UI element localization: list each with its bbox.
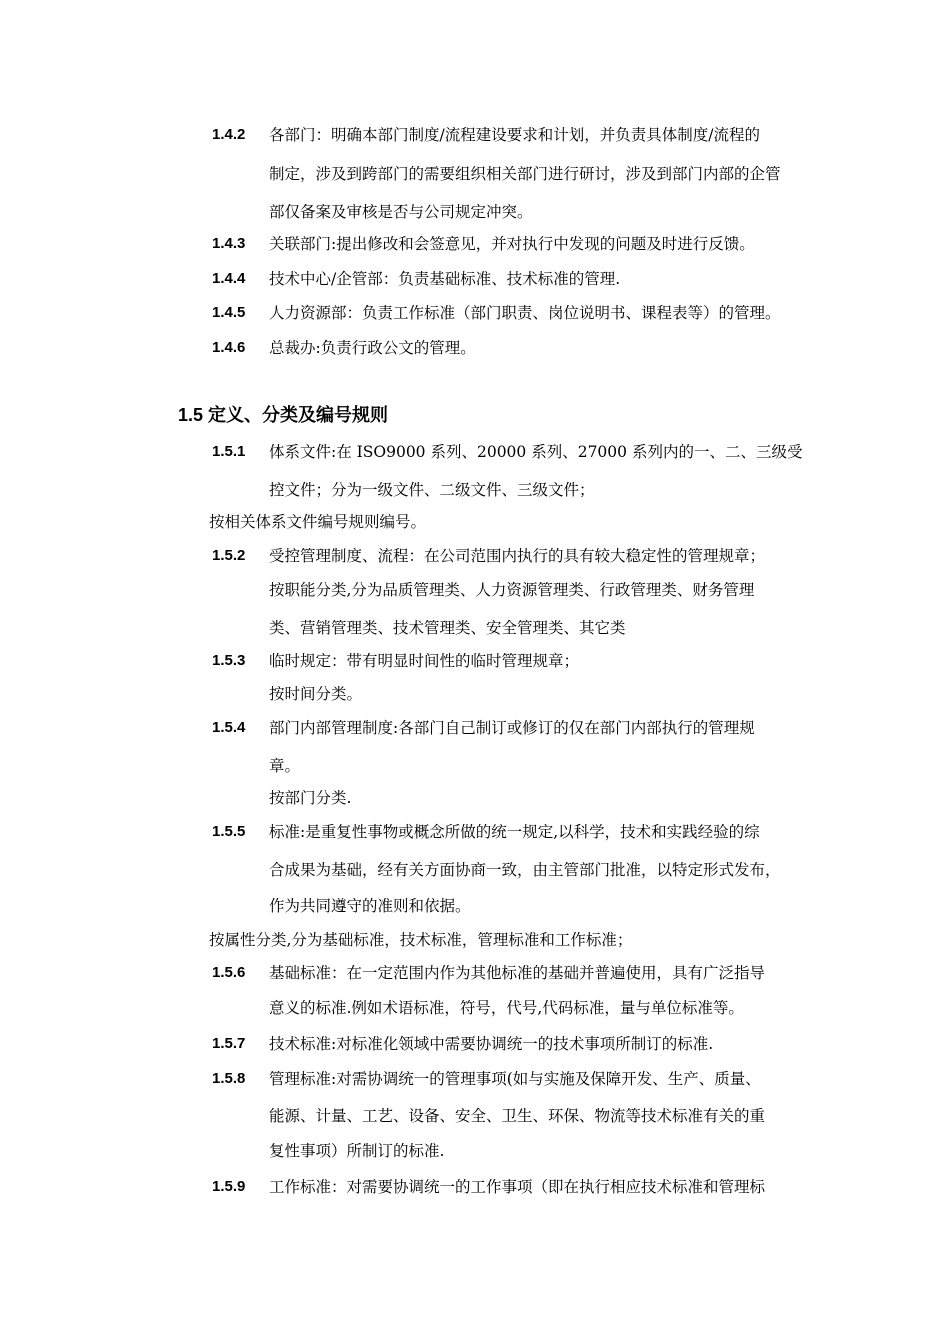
clause-number: 1.5.4: [212, 719, 246, 736]
clause-text: 作为共同遵守的准则和依据。: [269, 897, 471, 915]
clause-text: 控文件；分为一级文件、二级文件、三级文件；: [269, 481, 595, 499]
clause-number: 1.5.1: [212, 443, 246, 460]
body-paragraph: 按属性分类,分为基础标准，技术标准，管理标准和工作标准；: [209, 931, 633, 949]
clause-text: 标准:是重复性事物或概念所做的统一规定,以科学，技术和实践经验的综: [269, 823, 760, 841]
clause-text: 按职能分类,分为品质管理类、人力资源管理类、行政管理类、财务管理: [269, 581, 755, 599]
clause-number: 1.5.5: [212, 823, 246, 840]
clause-text: 受控管理制度、流程：在公司范围内执行的具有较大稳定性的管理规章；: [269, 547, 766, 565]
clause-text: 技术标准:对标准化领域中需要协调统一的技术事项所制订的标准.: [269, 1035, 714, 1053]
clause-text: 部仅备案及审核是否与公司规定冲突。: [269, 203, 533, 221]
clause-text: 管理标准:对需协调统一的管理事项(如与实施及保障开发、生产、质量、: [269, 1070, 761, 1088]
clause-number: 1.4.6: [212, 339, 246, 356]
clause-number: 1.4.5: [212, 304, 246, 321]
clause-text: 按时间分类。: [269, 685, 363, 703]
clause-text: 总裁办:负责行政公文的管理。: [269, 339, 476, 357]
clause-text: 复性事项）所制订的标准.: [269, 1142, 445, 1160]
clause-text: 技术中心/企管部：负责基础标准、技术标准的管理.: [269, 270, 621, 288]
clause-text: 制定，涉及到跨部门的需要组织相关部门进行研讨，涉及到部门内部的企管: [269, 165, 781, 183]
clause-text: 部门内部管理制度:各部门自己制订或修订的仅在部门内部执行的管理规: [269, 719, 755, 737]
clause-text: 按部门分类.: [269, 789, 352, 807]
clause-text: 关联部门:提出修改和会签意见，并对执行中发现的问题及时进行反馈。: [269, 235, 755, 253]
clause-text: 人力资源部：负责工作标准（部门职责、岗位说明书、课程表等）的管理。: [269, 304, 781, 322]
clause-text: 各部门：明确本部门制度/流程建设要求和计划，并负责具体制度/流程的: [269, 126, 760, 144]
clause-number: 1.5.3: [212, 652, 246, 669]
clause-number: 1.5.7: [212, 1035, 246, 1052]
clause-number: 1.5.2: [212, 547, 246, 564]
clause-number: 1.4.4: [212, 270, 246, 287]
clause-number: 1.5.9: [212, 1178, 246, 1195]
clause-number: 1.4.3: [212, 235, 246, 252]
clause-text: 临时规定：带有明显时间性的临时管理规章；: [269, 652, 580, 670]
clause-text: 基础标准：在一定范围内作为其他标准的基础并普遍使用，具有广泛指导: [269, 964, 766, 982]
section-heading: 1.5 定义、分类及编号规则: [178, 405, 389, 425]
clause-text: 章。: [269, 757, 301, 775]
body-paragraph: 按相关体系文件编号规则编号。: [209, 513, 427, 531]
clause-text: 工作标准：对需要协调统一的工作事项（即在执行相应技术标准和管理标: [269, 1178, 766, 1196]
clause-text: 意义的标准.例如术语标准，符号，代号,代码标准，量与单位标准等。: [269, 999, 744, 1017]
clause-text: 合成果为基础，经有关方面协商一致，由主管部门批准，以特定形式发布，: [269, 861, 781, 879]
clause-text: 能源、计量、工艺、设备、安全、卫生、环保、物流等技术标准有关的重: [269, 1107, 766, 1125]
clause-number: 1.5.8: [212, 1070, 246, 1087]
clause-number: 1.4.2: [212, 126, 246, 143]
clause-number: 1.5.6: [212, 964, 246, 981]
clause-text: 体系文件:在 ISO9000 系列、20000 系列、27000 系列内的一、二、三级受: [269, 443, 803, 461]
clause-text: 类、营销管理类、技术管理类、安全管理类、其它类: [269, 619, 626, 637]
